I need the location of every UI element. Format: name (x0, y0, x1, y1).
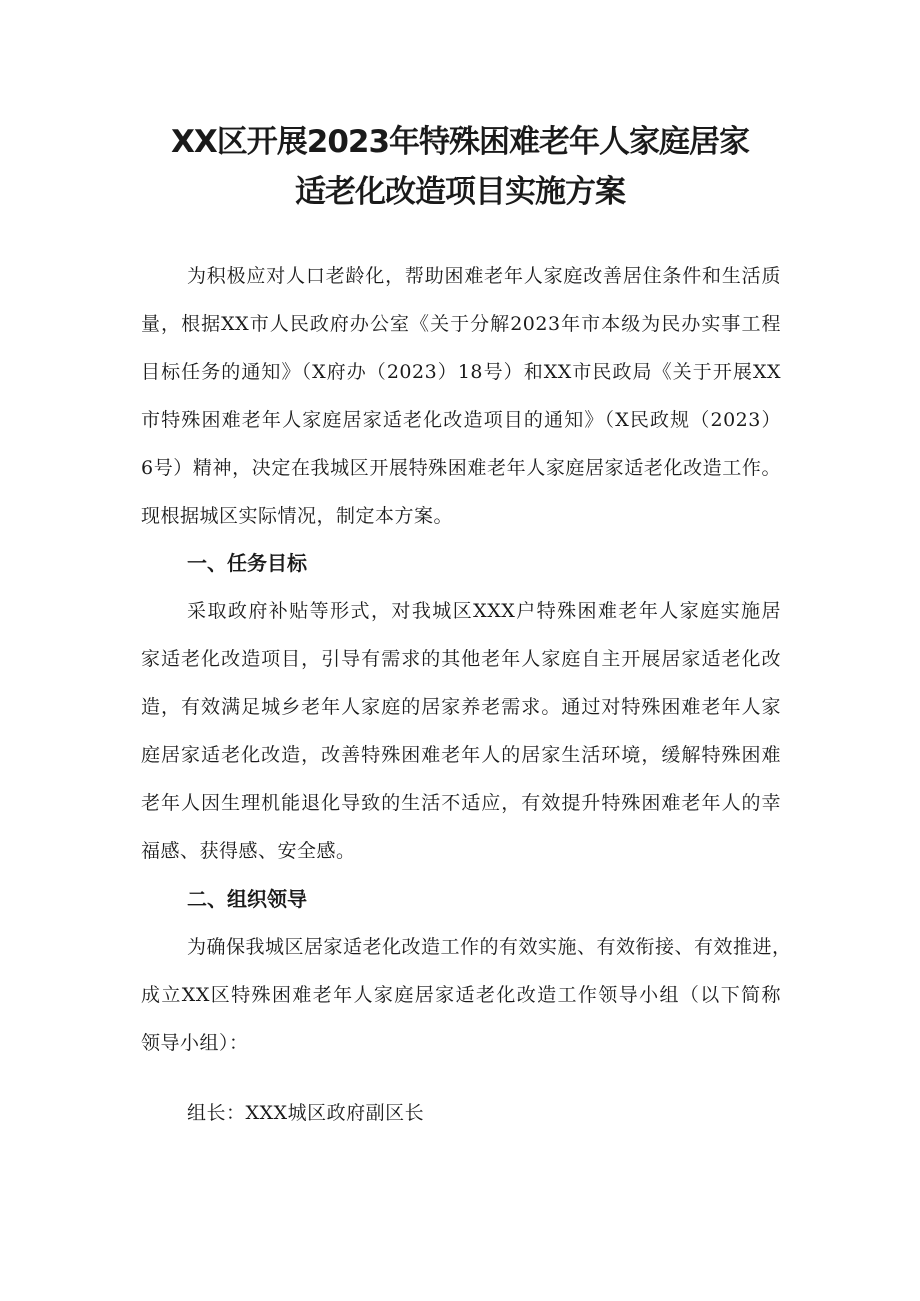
intro-line-4: 市特殊困难老年人家庭居家适老化改造项目的通知》（X民政规（2023） (141, 409, 781, 431)
section2-line-3: 领导小组）： (141, 1032, 249, 1054)
section1-line-6: 福感、获得感、安全感。 (141, 840, 356, 862)
document-title-line-2: 适老化改造项目实施方案 (295, 174, 625, 210)
leader-line: 组长：XXX城区政府副区长 (187, 1102, 425, 1124)
intro-line-5: 6号）精神，决定在我城区开展特殊困难老年人家庭居家适老化改造工作。 (141, 457, 781, 479)
intro-line-1: 为积极应对人口老龄化，帮助困难老年人家庭改善居住条件和生活质 (187, 265, 781, 287)
section1-line-4: 庭居家适老化改造，改善特殊困难老年人的居家生活环境，缓解特殊困难 (141, 744, 781, 766)
section1-line-1: 采取政府补贴等形式，对我城区XXX户特殊困难老年人家庭实施居 (187, 600, 781, 622)
document-title-line-1: XX区开展2023年特殊困难老年人家庭居家 (170, 124, 750, 160)
intro-line-2: 量，根据XX市人民政府办公室《关于分解2023年市本级为民办实事工程 (141, 313, 781, 335)
section1-line-3: 造，有效满足城乡老年人家庭的居家养老需求。通过对特殊困难老年人家 (141, 696, 781, 718)
intro-line-6: 现根据城区实际情况，制定本方案。 (141, 505, 454, 527)
section2-line-2: 成立XX区特殊困难老年人家庭居家适老化改造工作领导小组（以下简称 (141, 984, 781, 1006)
section-heading-task-goals: 一、任务目标 (187, 551, 307, 575)
section1-line-2: 家适老化改造项目，引导有需求的其他老年人家庭自主开展居家适老化改 (141, 648, 781, 670)
section-heading-organization: 二、组织领导 (187, 887, 307, 911)
section1-line-5: 老年人因生理机能退化导致的生活不适应，有效提升特殊困难老年人的幸 (141, 792, 781, 814)
intro-line-3: 目标任务的通知》（X府办（2023）18号）和XX市民政局《关于开展XX (141, 361, 781, 383)
section2-line-1: 为确保我城区居家适老化改造工作的有效实施、有效衔接、有效推进， (187, 936, 792, 958)
